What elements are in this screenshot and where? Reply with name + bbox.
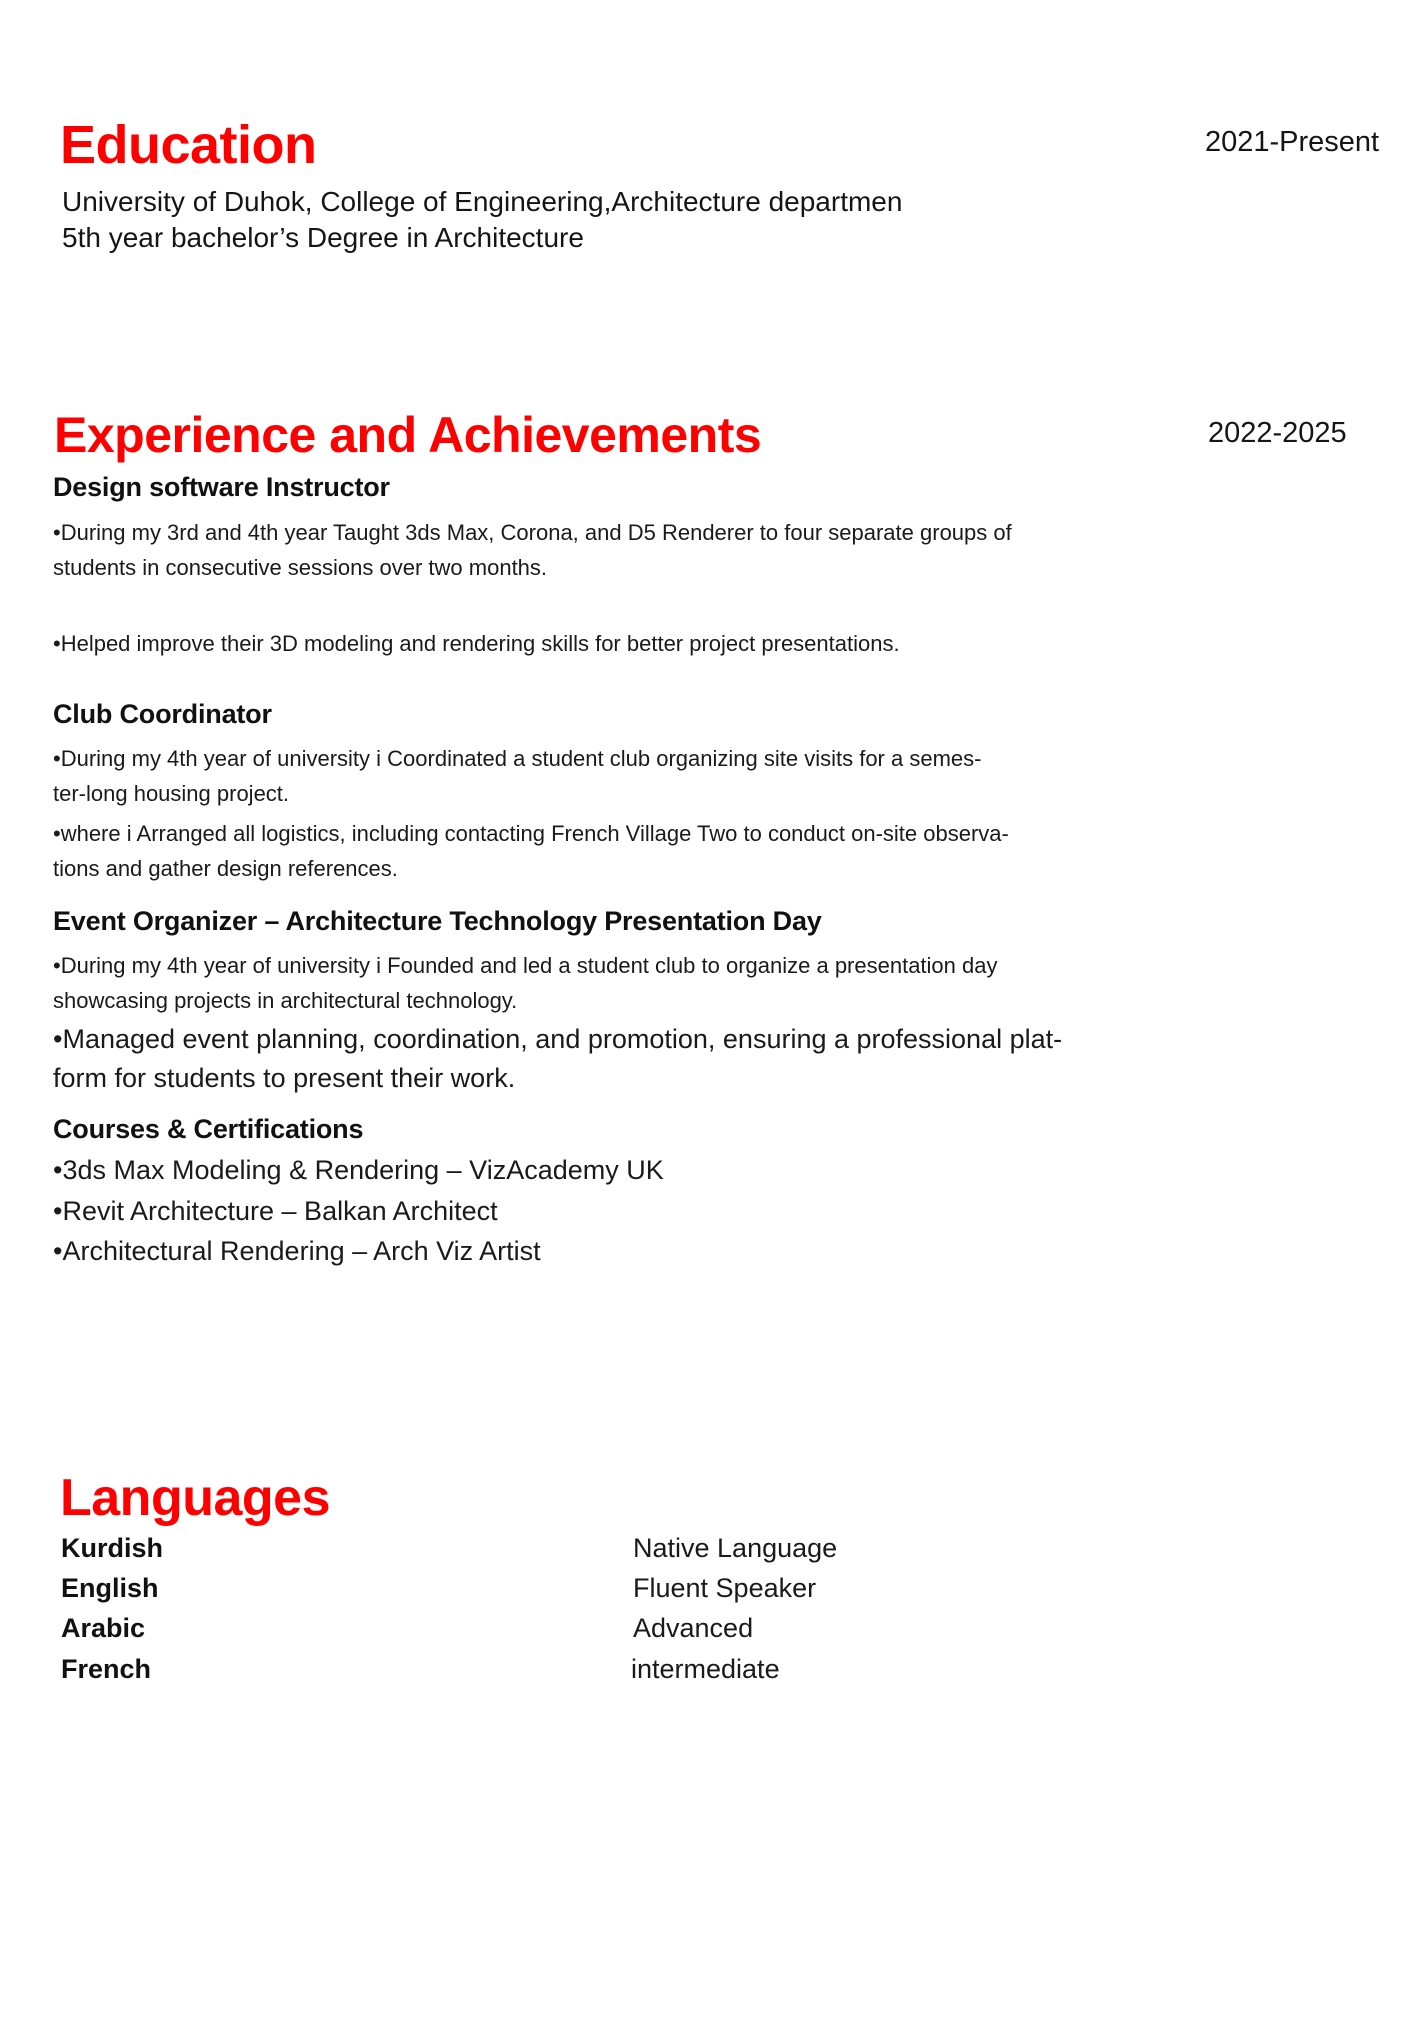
language-name: English — [61, 1573, 159, 1603]
language-name: French — [61, 1654, 152, 1684]
language-name: Arabic — [61, 1613, 146, 1643]
language-level: intermediate — [631, 1654, 780, 1684]
experience-item-line: •where i Arranged all logistics, including contacting French Village Two to conduct on-site observa- — [53, 821, 1009, 846]
language-level: Native Language — [633, 1533, 838, 1563]
experience-item-line: ter-long housing project. — [53, 781, 290, 806]
language-name: Kurdish — [61, 1533, 164, 1563]
experience-item-line: •During my 4th year of university i Founded and led a student club to organize a presentation day — [53, 953, 998, 978]
experience-date: 2022-2025 — [1208, 417, 1347, 449]
courses-title: Courses & Certifications — [53, 1114, 364, 1144]
experience-item-line: •Managed event planning, coordination, and promotion, ensuring a professional plat- — [53, 1024, 1063, 1054]
course-item: •3ds Max Modeling & Rendering – VizAcademy UK — [53, 1155, 664, 1185]
experience-item-title: Event Organizer – Architecture Technology Presentation Day — [53, 906, 822, 936]
language-level: Advanced — [633, 1613, 754, 1643]
experience-item-line: students in consecutive sessions over two months. — [53, 555, 548, 580]
education-date: 2021-Present — [1205, 126, 1380, 158]
experience-item-line: tions and gather design references. — [53, 856, 398, 881]
course-item: •Architectural Rendering – Arch Viz Artist — [53, 1236, 541, 1266]
experience-heading: Experience and Achievements — [54, 407, 762, 463]
experience-item-line: form for students to present their work. — [53, 1063, 516, 1093]
experience-item-line: •During my 3rd and 4th year Taught 3ds Max, Corona, and D5 Renderer to four separate groups of — [53, 520, 1012, 545]
experience-item-title: Club Coordinator — [53, 699, 272, 729]
languages-heading: Languages — [60, 1469, 330, 1527]
language-level: Fluent Speaker — [633, 1573, 817, 1603]
education-degree: 5th year bachelor’s Degree in Architecture — [62, 222, 584, 253]
course-item: •Revit Architecture – Balkan Architect — [53, 1196, 498, 1226]
experience-item-line: •Helped improve their 3D modeling and rendering skills for better project presentations. — [53, 631, 900, 656]
experience-item-title: Design software Instructor — [53, 472, 390, 502]
experience-item-line: •During my 4th year of university i Coordinated a student club organizing site visits for a semes- — [53, 746, 982, 771]
experience-item-line: showcasing projects in architectural technology. — [53, 988, 518, 1013]
education-institution: University of Duhok, College of Engineering,Architecture departmen — [62, 186, 903, 217]
education-heading: Education — [60, 115, 317, 175]
